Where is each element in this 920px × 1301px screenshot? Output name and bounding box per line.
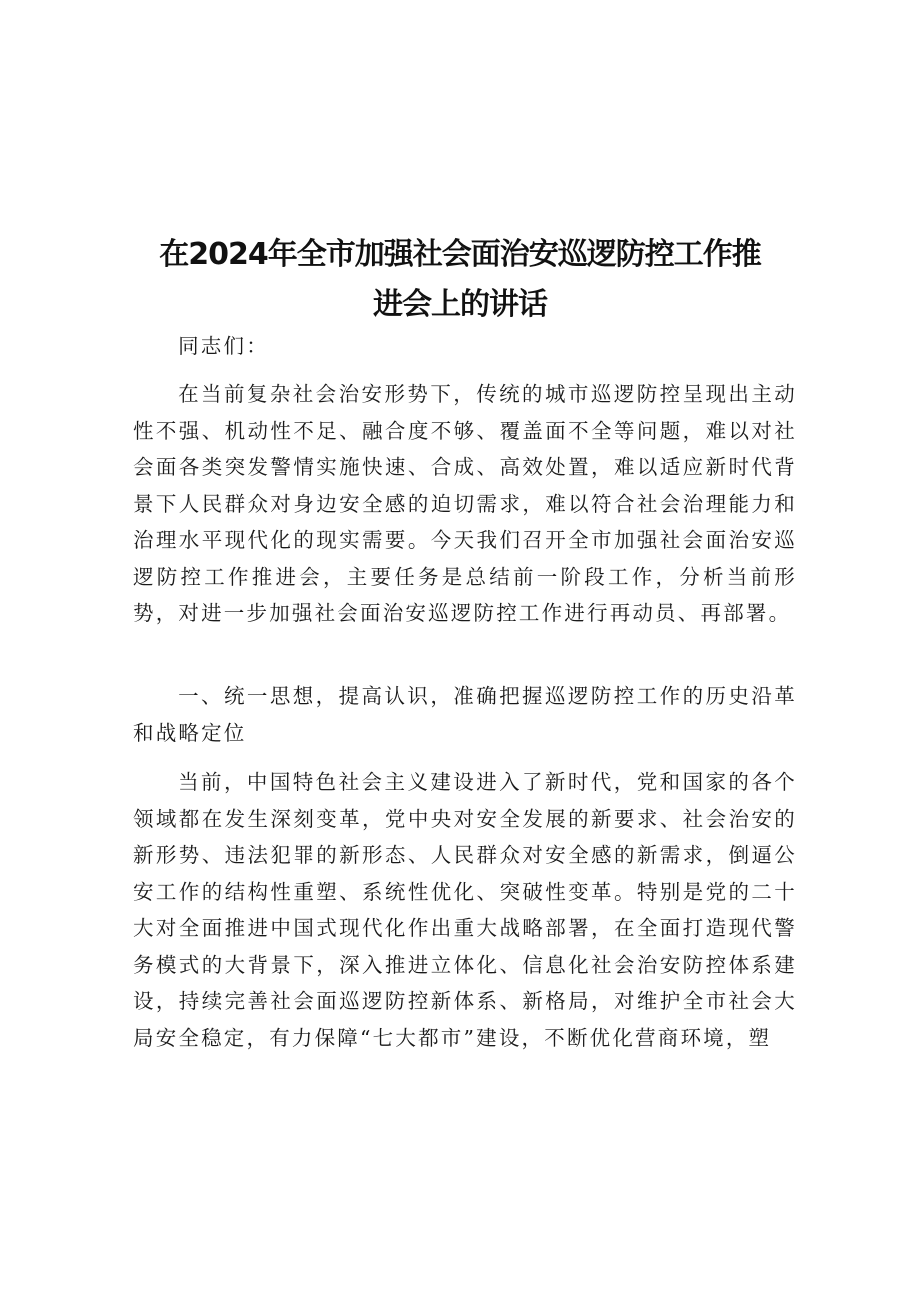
section-heading-1: 一、统一思想，提高认识，准确把握巡逻防控工作的历史沿革和战略定位 (133, 684, 797, 745)
document-title (130, 230, 790, 330)
greeting: 同志们： (178, 334, 269, 358)
title-line-1: 在2024年全市加强社会面治安巡逻防控工作推 (159, 237, 761, 272)
paragraph-intro: 在当前复杂社会治安形势下，传统的城市巡逻防控呈现出主动性不强、机动性不足、融合度不够、覆盖面不全等问题，难以对社会面各类突发警情实施快速、合成、高效处置，难以适应新时代背景下人民群众对身边安全感的迫切需求，难以符合社会治理能力和治理水平现代化的现实需要。今天我们召开全市加强社会面治安巡逻防控工作推进会，主要任务是总结前一阶段工作，分析当前形势，对进一步加强社会面治安巡逻防控工作进行再动员、再部署。 (133, 382, 797, 625)
title-line-2: 进会上的讲话 (373, 287, 547, 322)
paragraph-section-1: 当前，中国特色社会主义建设进入了新时代，党和国家的各个领域都在发生深刻变革，党中央对安全发展的新要求、社会治安的新形势、违法犯罪的新形态、人民群众对安全感的新需求，倒逼公安工作的结构性重塑、系统性优化、突破性变革。特别是党的二十大对全面推进中国式现代化作出重大战略部署，在全面打造现代警务模式的大背景下，深入推进立体化、信息化社会治安防控体系建设，持续完善社会面巡逻防控新体系、新格局，对维护全市社会大局安全稳定，有力保障“七大都市”建设，不断优化营商环境，塑 (133, 770, 797, 1050)
